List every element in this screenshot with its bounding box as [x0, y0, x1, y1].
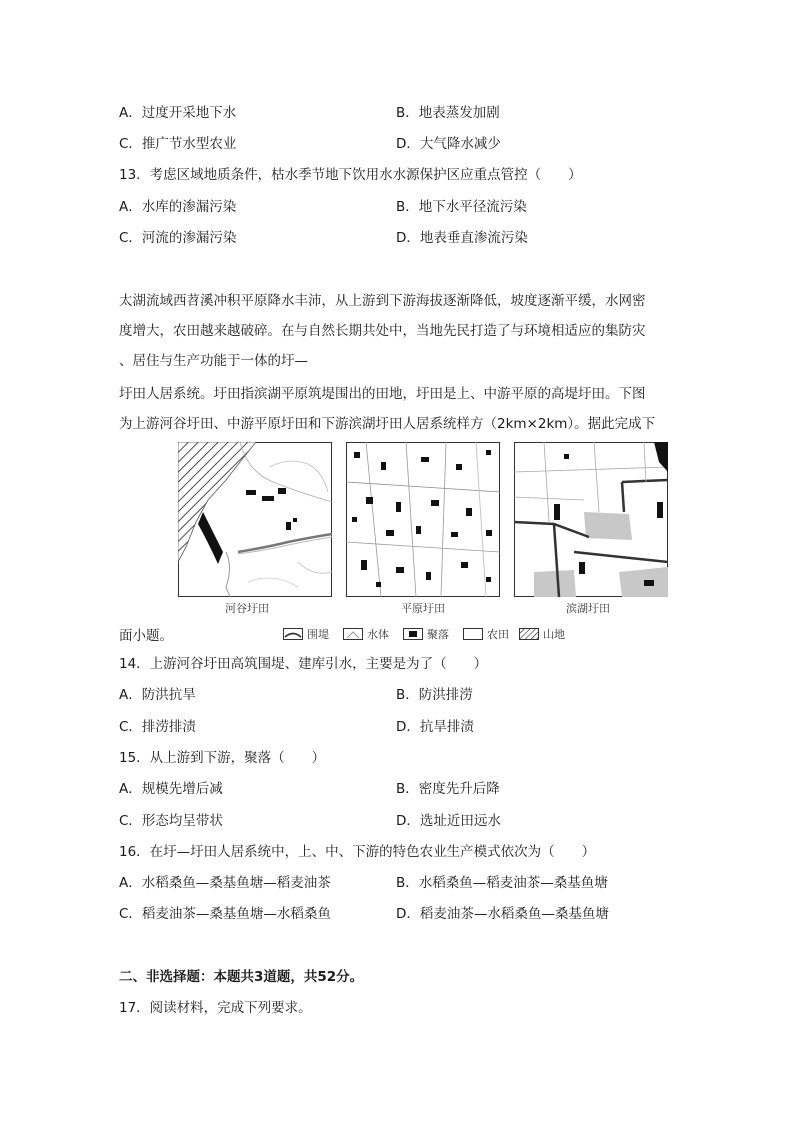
water-icon [343, 628, 363, 640]
q13-option-c: C．河流的渗漏污染 [119, 230, 237, 246]
q15-option-b: B．密度先升后降 [396, 781, 500, 797]
caption-valley: 河谷圩田 [225, 602, 269, 615]
legend-water-label: 水体 [367, 628, 389, 641]
q14-option-c: C．排涝排渍 [119, 719, 196, 735]
q12-option-d: D．大气降水减少 [396, 136, 501, 152]
q14-stem: 14．上游河谷圩田高筑围堤、建库引水，主要是为了（ ） [119, 656, 488, 672]
passage-line-5: 为上游河谷圩田、中游平原圩田和下游滨湖圩田人居系统样方（2km×2km）。据此完成下 [119, 416, 656, 432]
legend-mountain [519, 626, 565, 642]
q16-option-a: A．水稻桑鱼—桑基鱼塘—稻麦油茶 [119, 875, 331, 891]
caption-lakeside: 滨湖圩田 [566, 602, 610, 615]
q13-option-d: D．地表垂直渗流污染 [396, 230, 528, 246]
q14-option-d: D．抗旱排渍 [396, 719, 474, 735]
q14-option-b: B．防洪排涝 [396, 687, 473, 703]
q15-option-a: A．规模先增后减 [119, 781, 223, 797]
q16-stem: 16．在圩—圩田人居系统中，上、中、下游的特色农业生产模式依次为（ ） [119, 844, 596, 860]
dike-icon [283, 628, 303, 640]
legend-dike-label: 围堤 [307, 628, 329, 641]
passage-line-3: 、居住与生产功能于一体的圩— [119, 353, 308, 369]
map-plain-weitian [346, 442, 500, 597]
legend-settlement-label: 聚落 [427, 628, 449, 641]
mountain-icon [519, 628, 539, 640]
passage-line-2: 度增大，农田越来越破碎。在与自然长期共处中，当地先民打造了与环境相适应的集防灾 [119, 323, 646, 339]
q12-option-a: A．过度开采地下水 [119, 105, 237, 121]
legend-water [343, 626, 389, 642]
q13-option-b: B．地下水平径流污染 [396, 199, 527, 215]
legend-farmland-label: 农田 [487, 628, 509, 641]
passage-line-6: 面小题。 [119, 628, 173, 644]
q13-option-a: A．水库的渗漏污染 [119, 199, 237, 215]
q12-option-c: C．推广节水型农业 [119, 136, 237, 152]
settlement-icon [403, 628, 423, 640]
caption-plain: 平原圩田 [401, 602, 445, 615]
q16-option-b: B．水稻桑鱼—稻麦油茶—桑基鱼塘 [396, 875, 608, 891]
q14-option-a: A．防洪抗旱 [119, 687, 196, 703]
legend-farmland [463, 626, 509, 642]
q12-option-b: B．地表蒸发加剧 [396, 105, 500, 121]
weitian-figure [178, 442, 670, 617]
q15-option-c: C．形态均呈带状 [119, 813, 223, 829]
legend-dike [283, 626, 329, 642]
map-lakeside-weitian [514, 442, 668, 597]
legend-mountain-label: 山地 [543, 628, 565, 641]
legend-settlement [403, 626, 449, 642]
q16-option-d: D．稻麦油茶—水稻桑鱼—桑基鱼塘 [396, 906, 609, 922]
q13-stem: 13．考虑区域地质条件，枯水季节地下饮用水水源保护区应重点管控（ ） [119, 167, 582, 183]
map-valley-weitian [178, 442, 332, 597]
farmland-icon [463, 628, 483, 640]
passage-line-4: 圩田人居系统。圩田指滨湖平原筑堤围出的田地，圩田是上、中游平原的高堤圩田。下图 [119, 386, 646, 402]
passage-line-1: 太湖流域西苕溪冲积平原降水丰沛，从上游到下游海拔逐渐降低，坡度逐渐平缓，水网密 [119, 293, 646, 309]
q15-option-d: D．选址近田远水 [396, 813, 501, 829]
q15-stem: 15．从上游到下游，聚落（ ） [119, 750, 326, 766]
section-2-heading: 二、非选择题：本题共3道题，共52分。 [119, 969, 364, 985]
q17-stem: 17．阅读材料，完成下列要求。 [119, 1000, 312, 1016]
q16-option-c: C．稻麦油茶—桑基鱼塘—水稻桑鱼 [119, 906, 331, 922]
